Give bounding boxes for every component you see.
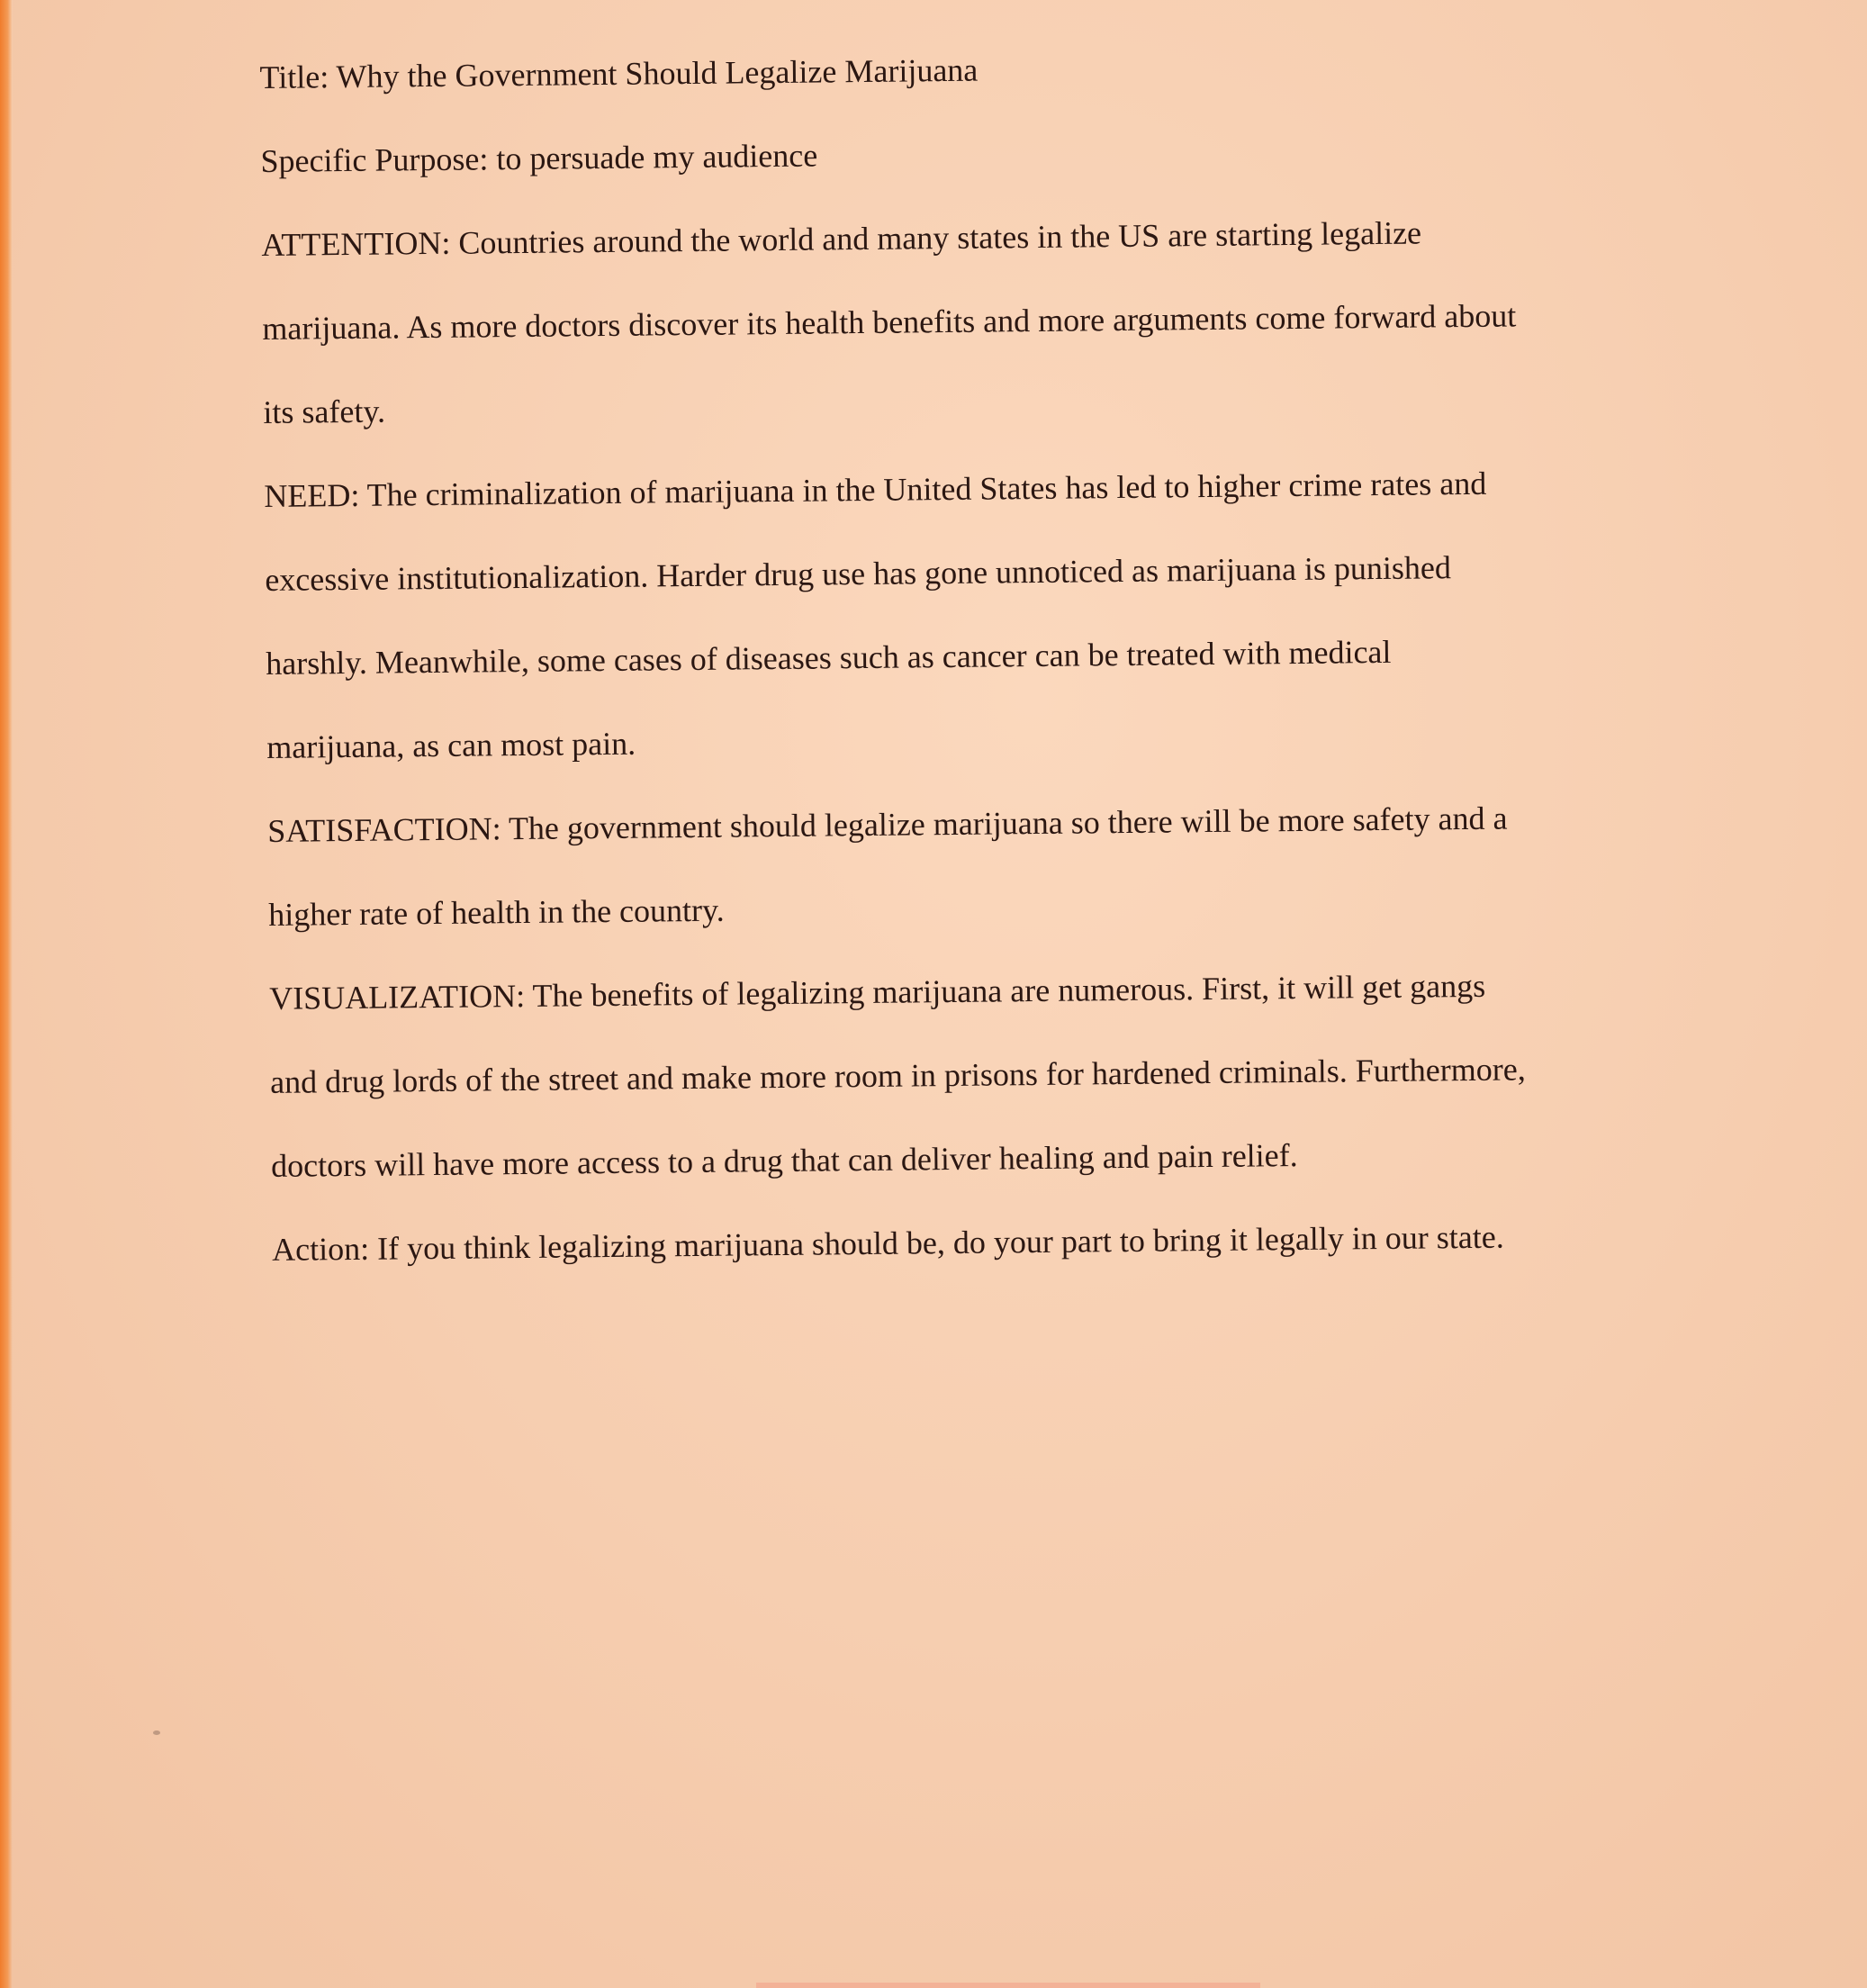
visualization-line-3: doctors will have more access to a drug that can deliver healing and pain relief. [270, 1136, 1298, 1184]
purpose-line: Specific Purpose: to persuade my audience [260, 137, 818, 179]
need-line-2: excessive institutionalization. Harder drug use has gone unnoticed as marijuana is punished [265, 549, 1452, 598]
speech-outline [259, 21, 1731, 1292]
orange-edge [0, 0, 13, 1988]
satisfaction-line-1: SATISFACTION: The government should legalize marijuana so there will be more safety and a [267, 800, 1508, 849]
attention-line-2: marijuana. As more doctors discover its health benefits and more arguments come forward about [262, 297, 1517, 347]
action-line: Action: If you think legalizing marijuana should be, do your part to bring it legally in our state. [271, 1218, 1504, 1268]
need-line-3: harshly. Meanwhile, some cases of diseases such as cancer can be treated with medical [266, 633, 1392, 682]
visualization-line-1: VISUALIZATION: The benefits of legalizing marijuana are numerous. First, it will get gangs [268, 967, 1486, 1017]
visualization-line-2: and drug lords of the street and make more room in prisons for hardened criminals. Furthermore, [269, 1051, 1526, 1100]
bottom-edge-strip [756, 1983, 1260, 1988]
attention-line-3: its safety. [263, 393, 386, 430]
need-line-4: marijuana, as can most pain. [266, 725, 636, 765]
satisfaction-line-2: higher rate of health in the country. [268, 891, 725, 933]
paper-speck [153, 1730, 160, 1735]
title-line: Title: Why the Government Should Legalize Marijuana [259, 51, 979, 95]
need-line-1: NEED: The criminalization of marijuana in the United States has led to higher crime rates and [264, 465, 1487, 514]
attention-line-1: ATTENTION: Countries around the world and many states in the US are starting legalize [261, 214, 1422, 263]
